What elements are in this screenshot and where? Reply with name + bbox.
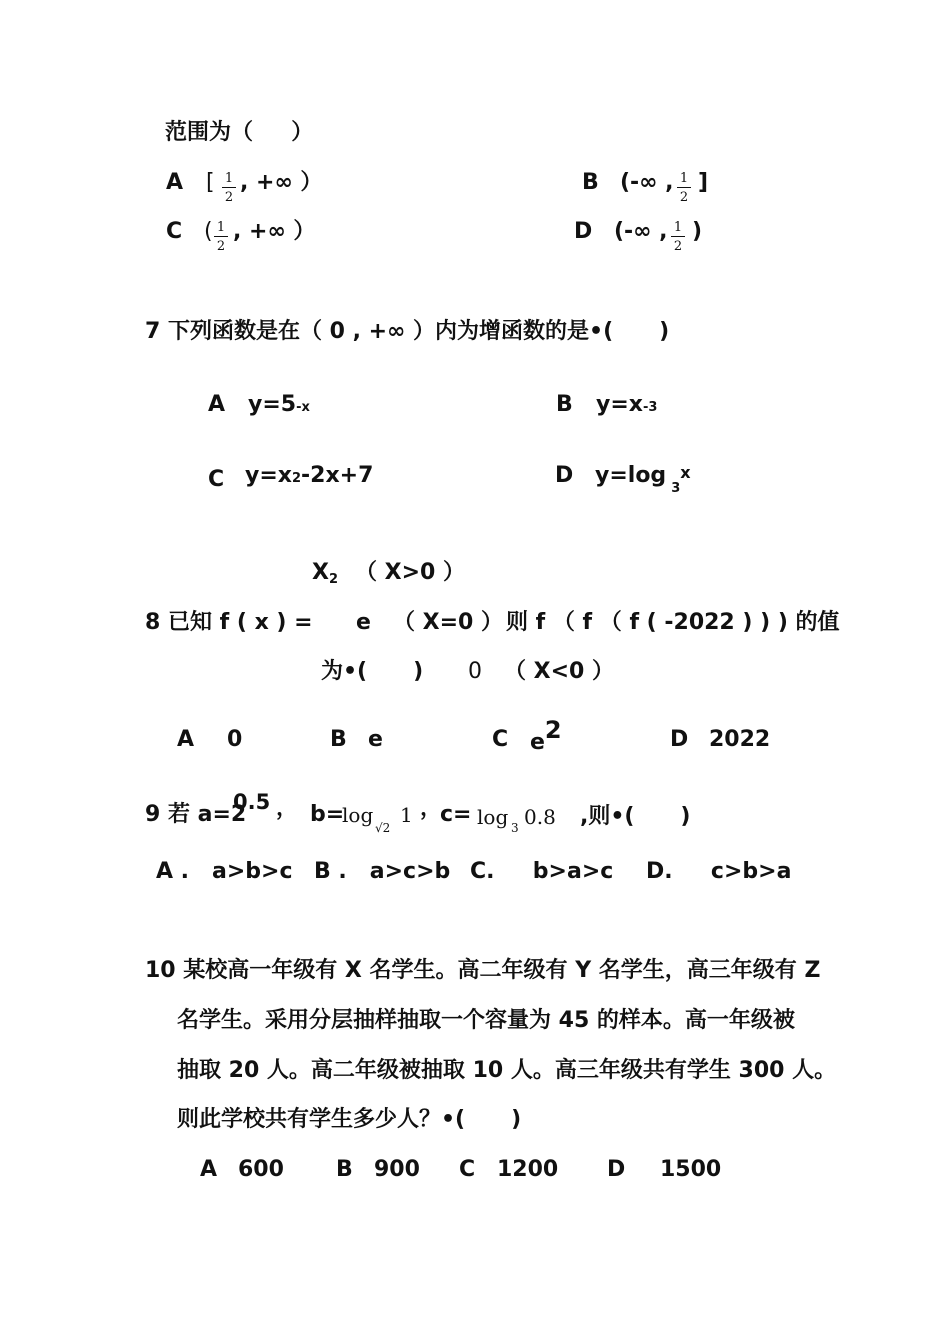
q6-option-a-label: A — [166, 170, 184, 195]
q9-option-d: D. c>b>a — [646, 859, 792, 884]
q10-option-b-value: 900 — [374, 1157, 420, 1182]
q10-line-2: 名学生。采用分层抽样抽取一个容量为 45 的样本。高一年级被 — [177, 1008, 795, 1033]
q10-line-1: 10 某校高一年级有 X 名学生。高二年级有 Y 名学生，高三年级有 Z — [145, 958, 821, 983]
q9-head: 9 若 a=2 — [145, 802, 247, 827]
q8-case3-condition: （ X<0 ） — [504, 659, 615, 684]
q8-case1-condition: （ X>0 ） — [355, 560, 466, 585]
q6-option-d-close: ) — [692, 219, 703, 244]
q9-a-exponent: 0.5 — [233, 790, 271, 814]
q8-option-a-label: A — [177, 727, 195, 752]
q7-option-c-label: C — [208, 467, 225, 492]
q8-case1-expr: X2 — [312, 560, 339, 587]
q9-comma-1: ， — [276, 796, 299, 821]
q6-option-b-close: ] — [698, 170, 709, 195]
q8-case3-expr: 0 — [468, 659, 482, 684]
q8-option-d-label: D — [670, 727, 689, 752]
q8-option-a-value: 0 — [227, 727, 243, 752]
q6-option-b-head: (-∞ , — [620, 170, 674, 195]
q10-line-3: 抽取 20 人。高二年级被抽取 10 人。高三年级共有学生 300 人。 — [177, 1058, 837, 1083]
q9-b-log-arg: 1 — [400, 803, 413, 827]
q9-c-log-base: 3 — [511, 821, 519, 835]
q10-option-d-value: 1500 — [660, 1157, 722, 1182]
q6-option-a-fraction: $\frac{1}{2}$ — [222, 172, 236, 204]
q10-option-c-value: 1200 — [497, 1157, 559, 1182]
q10-option-a-label: A — [200, 1157, 218, 1182]
q8-option-c-value: e2 — [530, 716, 562, 755]
q9-option-a: A . a>b>c — [156, 859, 293, 884]
q9-option-c: C. b>a>c — [470, 859, 614, 884]
q10-line-4: 则此学校共有学生多少人？•( ) — [177, 1107, 522, 1132]
q8-stem-right: 则 f （ f （ f ( -2022 ) ) ) 的值 — [506, 610, 840, 635]
q9-option-b: B . a>c>b — [314, 859, 451, 884]
q6-option-a-bracket: [ — [206, 170, 215, 195]
q7-option-a-expr: y=5-x — [248, 392, 310, 417]
q9-c-log-arg: 0.8 — [524, 805, 556, 829]
q9-b-log: log — [342, 803, 374, 827]
q9-comma-2: ， — [420, 796, 443, 821]
q10-option-a-value: 600 — [238, 1157, 284, 1182]
q8-option-b-value: e — [368, 727, 383, 752]
q9-b-part: b= — [310, 802, 345, 827]
q7-stem: 7 下列函数是在（ 0 , +∞ ）内为增函数的是•( ) — [145, 319, 670, 344]
q6-option-a-tail: , +∞ ） — [240, 170, 323, 195]
q9-c-part: c= — [440, 802, 472, 827]
q10-option-d-label: D — [607, 1157, 626, 1182]
q8-case2-condition: （ X=0 ） — [393, 610, 504, 635]
q8-stem-continued: 为•( ) — [321, 659, 424, 684]
q9-c-log: log — [477, 805, 509, 829]
q9-tail: ,则•( ) — [580, 804, 691, 829]
q6-option-d-label: D — [574, 219, 593, 244]
q8-case2-expr: e — [356, 610, 371, 635]
q7-option-d-expr: $y=\log_3x$ — [595, 463, 691, 496]
q7-option-b-label: B — [556, 392, 573, 417]
q6-stem-tail: 范围为（ ） — [165, 120, 314, 145]
q7-option-a-label: A — [208, 392, 226, 417]
q7-option-d-label: D — [555, 463, 574, 488]
q6-option-c-label: C — [166, 219, 183, 244]
q10-option-c-label: C — [459, 1157, 476, 1182]
q8-stem-left: 8 已知 f ( x ) = — [145, 610, 313, 635]
q8-option-c-label: C — [492, 727, 509, 752]
q6-option-c-tail: , +∞ ） — [233, 219, 316, 244]
q6-option-d-fraction: $\frac{1}{2}$ — [671, 221, 685, 253]
q9-b-log-base: √2 — [375, 821, 391, 835]
q6-option-c-fraction: $\frac{1}{2}$ — [214, 221, 228, 253]
q10-option-b-label: B — [336, 1157, 353, 1182]
q8-option-d-value: 2022 — [709, 727, 771, 752]
q6-option-d-head: (-∞ , — [614, 219, 668, 244]
q7-option-b-expr: y=x-3 — [596, 392, 658, 417]
q6-option-b-label: B — [582, 170, 599, 195]
q7-option-c-expr: y=x2-2x+7 — [245, 463, 374, 488]
q8-option-b-label: B — [330, 727, 347, 752]
q6-option-c-paren: ( — [204, 219, 213, 244]
q6-option-b-fraction: $\frac{1}{2}$ — [677, 172, 691, 204]
